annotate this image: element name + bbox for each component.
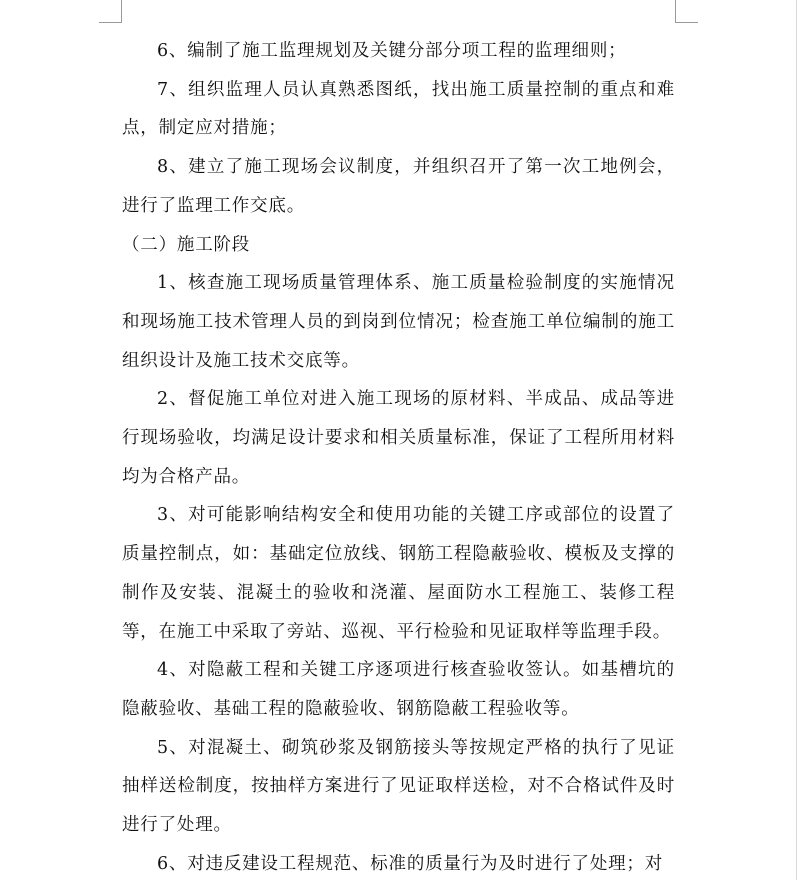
paragraph-item: 6、编制了施工监理规划及关键分部分项工程的监理细则；: [157, 41, 627, 61]
paragraph-item: 4、对隐蔽工程和关键工序逐项进行核查验收签认。如基槽坑的隐蔽验收、基础工程的隐蔽验收、钢筋隐蔽工程验收等。: [122, 660, 675, 719]
paragraph-item: 5、对混凝土、砌筑砂浆及钢筋接头等按规定严格的执行了见证抽样送检制度，按抽样方案进行了见证取样送检，对不合格试件及时进行了处理。: [122, 737, 675, 836]
paragraph-item: 8、建立了施工现场会议制度，并组织召开了第一次工地例会，进行了监理工作交底。: [122, 157, 675, 216]
margin-corner-mark-top-right: [675, 0, 698, 23]
paragraph-item: 1、核查施工现场质量管理体系、施工质量检验制度的实施情况和现场施工技术管理人员的到岗到位情况；检查施工单位编制的施工组织设计及施工技术交底等。: [122, 273, 675, 371]
section-heading: （二）施工阶段: [122, 234, 251, 255]
margin-corner-mark-top-left: [99, 0, 122, 23]
paragraph-item: 7、组织监理人员认真熟悉图纸，找出施工质量控制的重点和难点，制定应对措施；: [122, 79, 675, 139]
document-body: [122, 32, 675, 880]
paragraph-item: 6、对违反建设工程规范、标准的质量行为及时进行了处理；对: [157, 853, 664, 874]
paragraph-item: 2、督促施工单位对进入施工现场的原材料、半成品、成品等进行现场验收，均满足设计要求和相关质量标准，保证了工程所用材料均为合格产品。: [122, 389, 675, 487]
paragraph-item: 3、对可能影响结构安全和使用功能的关键工序或部位的设置了质量控制点，如：基础定位放线、钢筋工程隐蔽验收、模板及支撑的制作及安装、混凝土的验收和浇灌、屋面防水工程施工、装修工程等，在施工中采取了旁站、巡视、平行检验和见证取样等监理手段。: [122, 505, 675, 642]
